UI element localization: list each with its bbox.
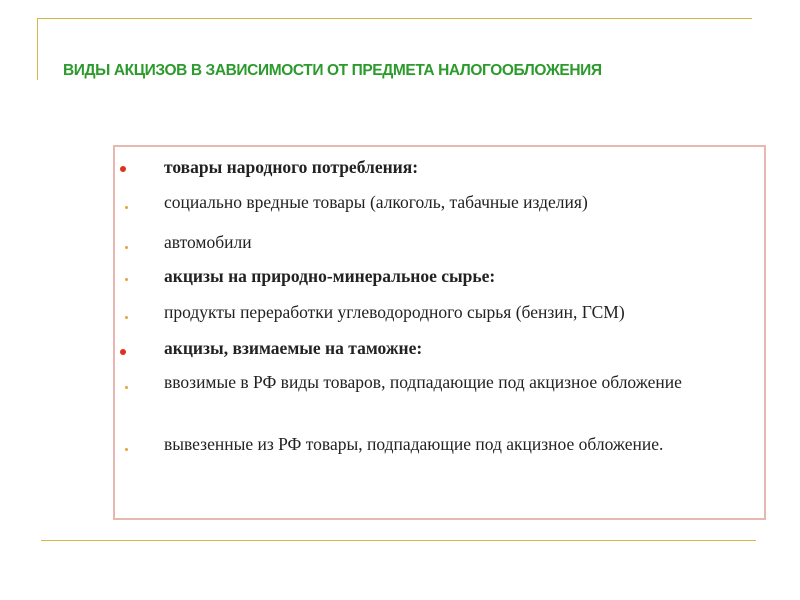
red-bullet-icon	[120, 349, 126, 355]
list-item-text: автомобили	[164, 232, 252, 252]
list-item-text: социально вредные товары (алкоголь, табачные изделия)	[164, 192, 588, 212]
content-box	[113, 145, 766, 520]
list-item-text: акцизы на природно-минеральное сырье:	[164, 266, 496, 286]
list-item-text: вывезенные из РФ товары, подпадающие под акцизное обложение.	[164, 434, 664, 454]
slide-title: ВИДЫ АКЦИЗОВ В ЗАВИСИМОСТИ ОТ ПРЕДМЕТА НАЛОГООБЛОЖЕНИЯ	[63, 62, 602, 79]
small-bullet-icon	[125, 448, 128, 451]
small-bullet-icon	[125, 246, 128, 249]
frame-bottom-line	[41, 540, 756, 541]
small-bullet-icon	[125, 316, 128, 319]
list-item-text: акцизы, взимаемые на таможне:	[164, 338, 423, 358]
small-bullet-icon	[125, 386, 128, 389]
list-item-text: ввозимые в РФ виды товаров, подпадающие под акцизное обложение	[164, 372, 682, 392]
list-item-text: продукты переработки углеводородного сырья (бензин, ГСМ)	[164, 302, 625, 322]
small-bullet-icon	[125, 278, 128, 281]
list-item-text: товары народного потребления:	[164, 157, 419, 177]
frame-top-line	[37, 18, 752, 19]
small-bullet-icon	[125, 206, 128, 209]
red-bullet-icon	[120, 166, 126, 172]
frame-left-line	[37, 18, 38, 80]
